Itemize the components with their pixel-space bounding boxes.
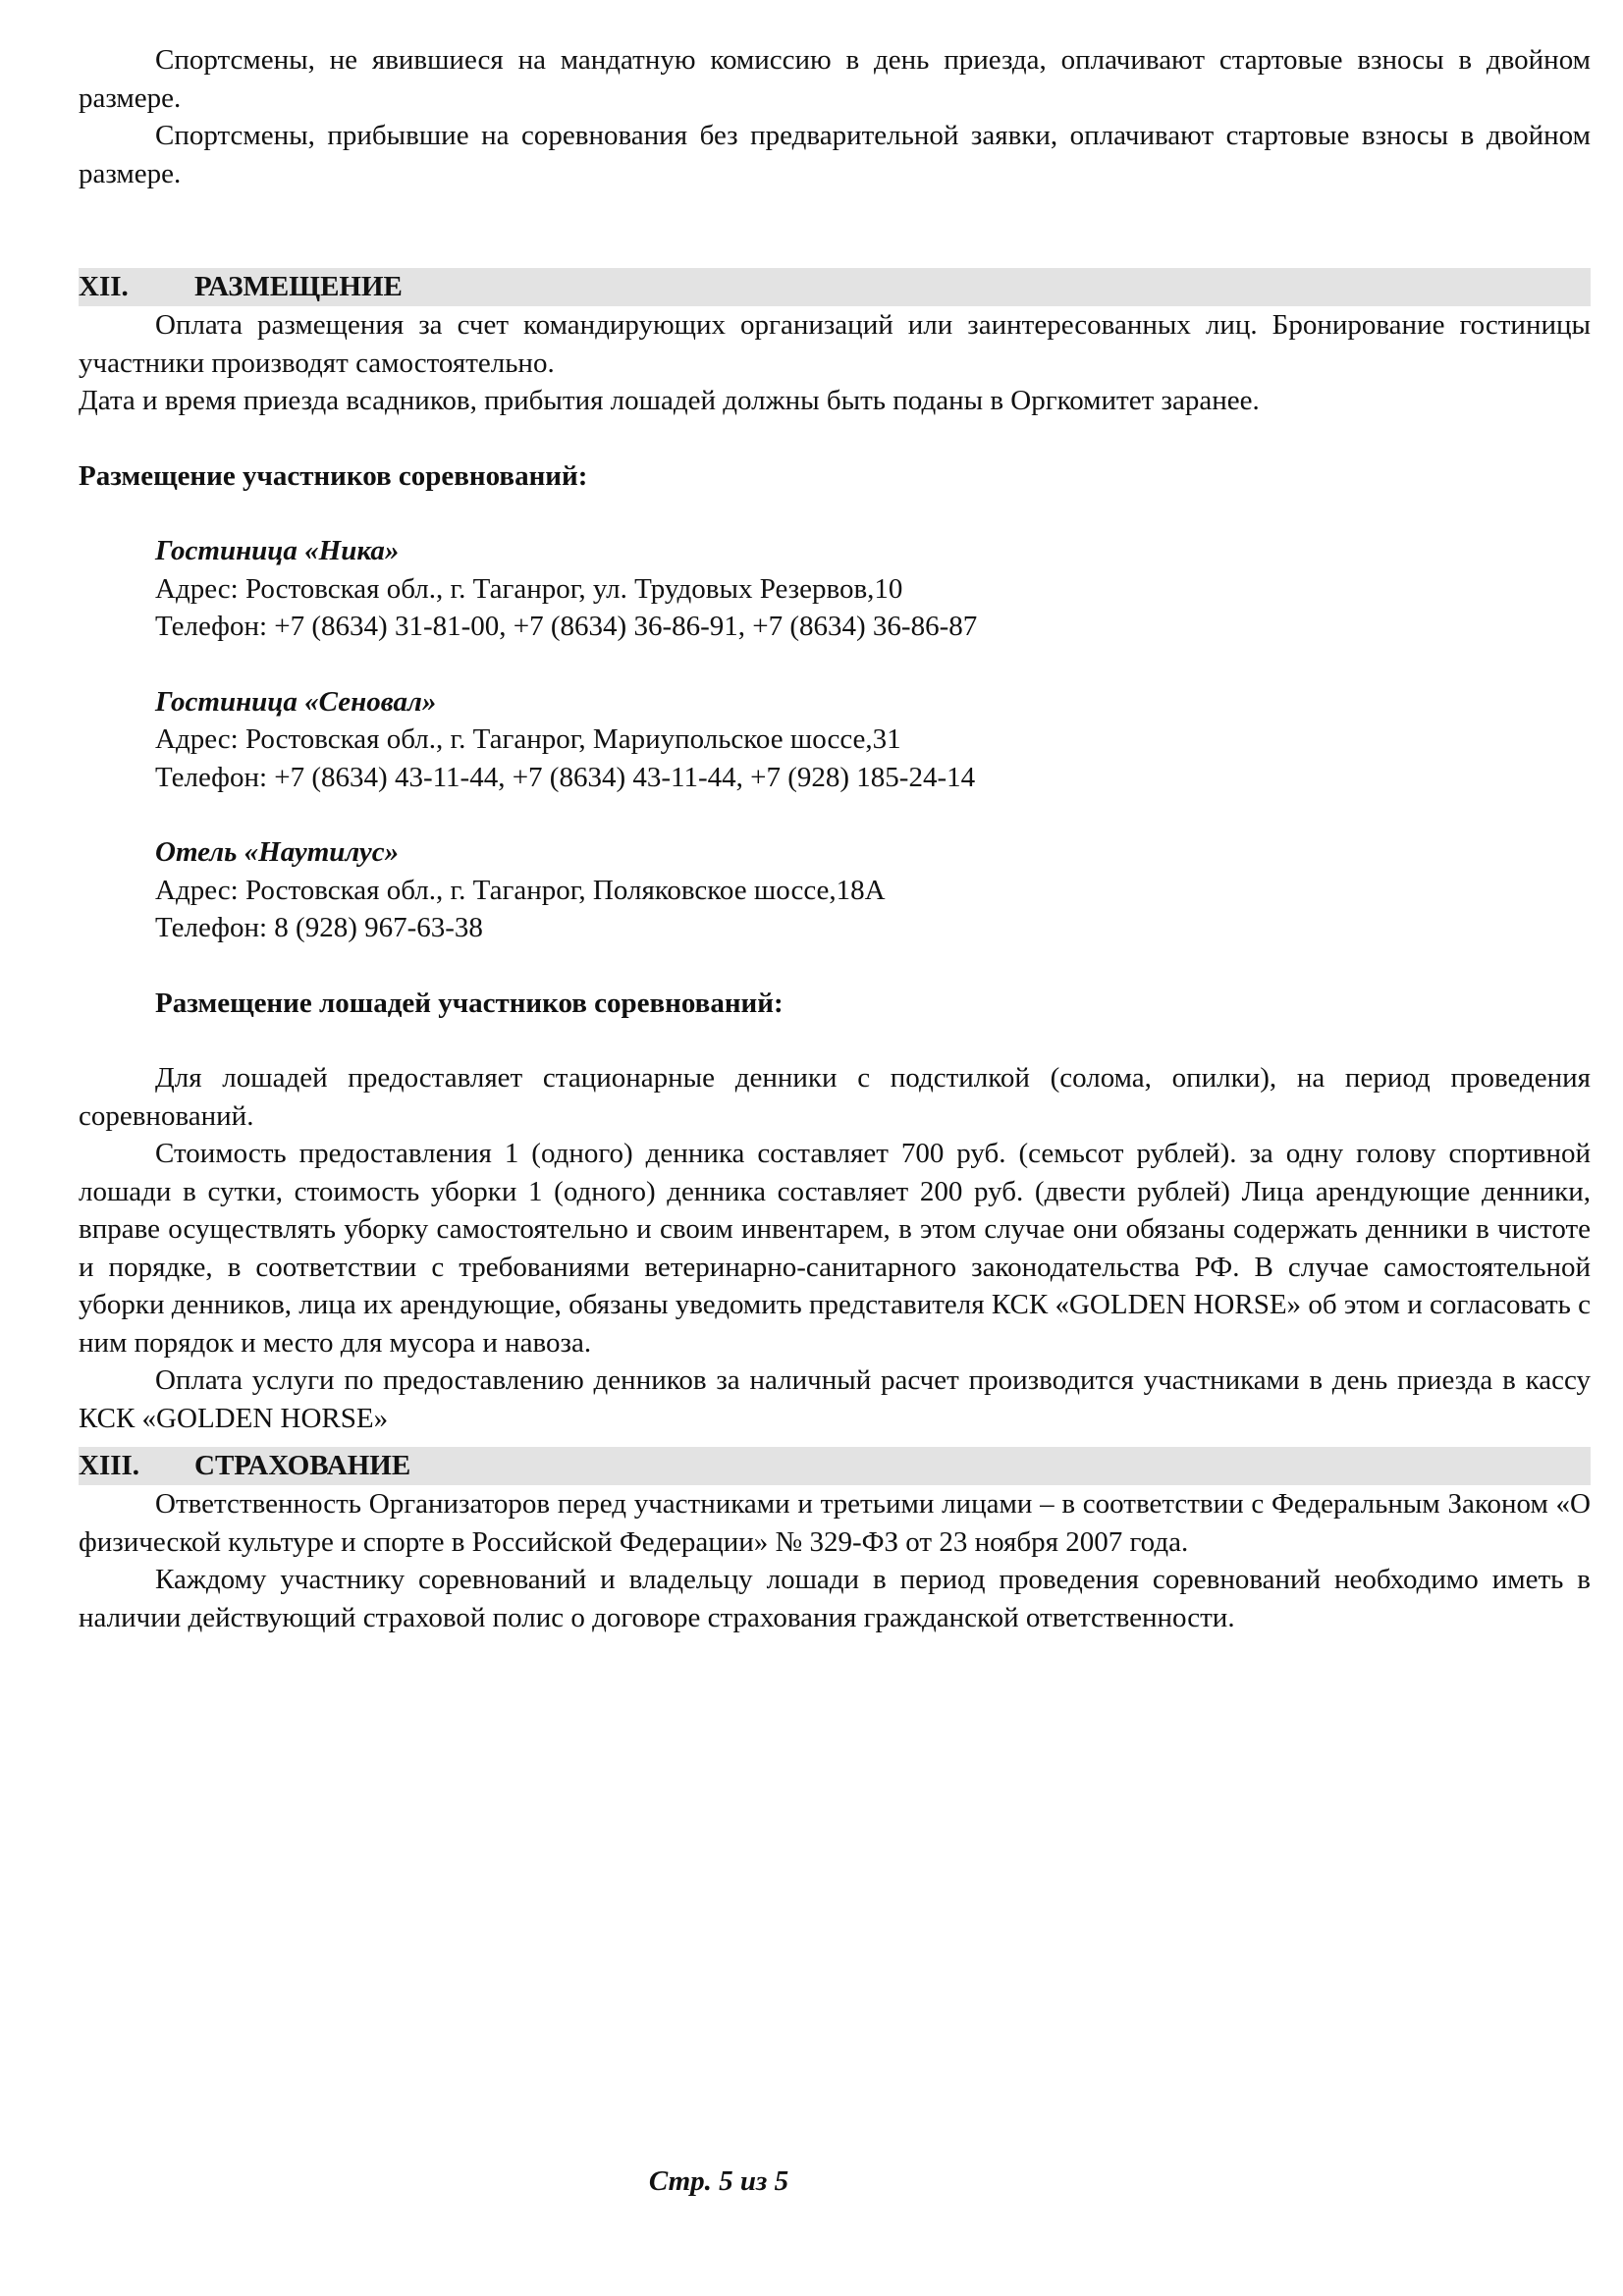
intro-paragraph-2: Спортсмены, прибывшие на соревнования без предварительной заявки, оплачивают стартовые взносы в двойном размере. [79,120,1591,189]
section-12-paragraph-2: Дата и время приезда всадников, прибытия лошадей должны быть поданы в Оргкомитет заранее. [79,385,1260,416]
hotel-block [79,833,1591,947]
horses-title: Размещение лошадей участников соревнований: [155,987,784,1019]
hotel-name: Гостиница «Ника» [155,535,400,566]
section-12-paragraph-1: Оплата размещения за счет командирующих организаций или заинтересованных лиц. Бронирование гостиницы участники производят самостоятельно. [79,309,1591,379]
document-page [79,41,1591,1636]
section-13-number: XIII. [79,1450,140,1481]
hotel-phone: Телефон: 8 (928) 967-63-38 [155,912,483,943]
section-13-title: СТРАХОВАНИЕ [194,1450,411,1481]
section-13-paragraph-2: Каждому участнику соревнований и владельцу лошади в период проведения соревнований необходимо иметь в наличии действующий страховой полис о договоре страхования гражданской ответственности. [79,1564,1591,1633]
hotel-name: Гостиница «Сеновал» [155,685,437,718]
hotel-block [79,683,1591,797]
hotel-phone: Телефон: +7 (8634) 43-11-44, +7 (8634) 43-11-44, +7 (928) 185-24-14 [155,761,976,793]
section-13-paragraph-1: Ответственность Организаторов перед участниками и третьими лицами – в соответствии с Федеральным Законом «О физической культуре и спорте в Российской Федерации» № 329-ФЗ от 23 ноября 2007 года. [79,1488,1591,1558]
horses-paragraph-2: Стоимость предоставления 1 (одного) денника составляет 700 руб. (семьсот рублей). за одну голову спортивной лошади в сутки, стоимость уборки 1 (одного) денника составляет 200 руб. (двести рублей) Лица арендующие денники, вправе осуществлять уборку самостоятельно и своим инвентарем, в этом случае они обязаны содержать денники в чистоте и порядке, в соответствии с требованиями ветеринарно-санитарного законодательства РФ. В случае самостоятельной уборки денников, лица их арендующие, обязаны уведомить представителя КСК «GOLDEN HORSE» об этом и согласовать с ним порядок и место для мусора и навоза. [79,1138,1591,1359]
hotel-name: Отель «Наутилус» [155,836,400,868]
page-number-footer: Стр. 5 из 5 [648,2165,789,2197]
hotel-address: Адрес: Ростовская обл., г. Таганрог, Поляковское шоссе,18А [155,874,886,906]
hotel-address: Адрес: Ростовская обл., г. Таганрог, ул. Трудовых Резервов,10 [155,572,903,605]
section-13-header [79,1447,1591,1485]
hotel-address: Адрес: Ростовская обл., г. Таганрог, Мариупольское шоссе,31 [155,723,901,755]
section-12-number: XII. [79,271,129,302]
section-12-title: РАЗМЕЩЕНИЕ [194,271,403,302]
section-12-header [79,268,1591,306]
hotel-phone: Телефон: +7 (8634) 31-81-00, +7 (8634) 36-86-91, +7 (8634) 36-86-87 [155,611,978,642]
participants-title: Размещение участников соревнований: [79,459,588,492]
horses-paragraph-1: Для лошадей предоставляет стационарные денники с подстилкой (солома, опилки), на период проведения соревнований. [79,1062,1591,1132]
intro-paragraph-1: Спортсмены, не явившиеся на мандатную комиссию в день приезда, оплачивают стартовые взносы в двойном размере. [79,44,1591,114]
hotel-block [79,532,1591,646]
horses-paragraph-3: Оплата услуги по предоставлению денников за наличный расчет производится участниками в день приезда в кассу КСК «GOLDEN HORSE» [79,1364,1591,1434]
